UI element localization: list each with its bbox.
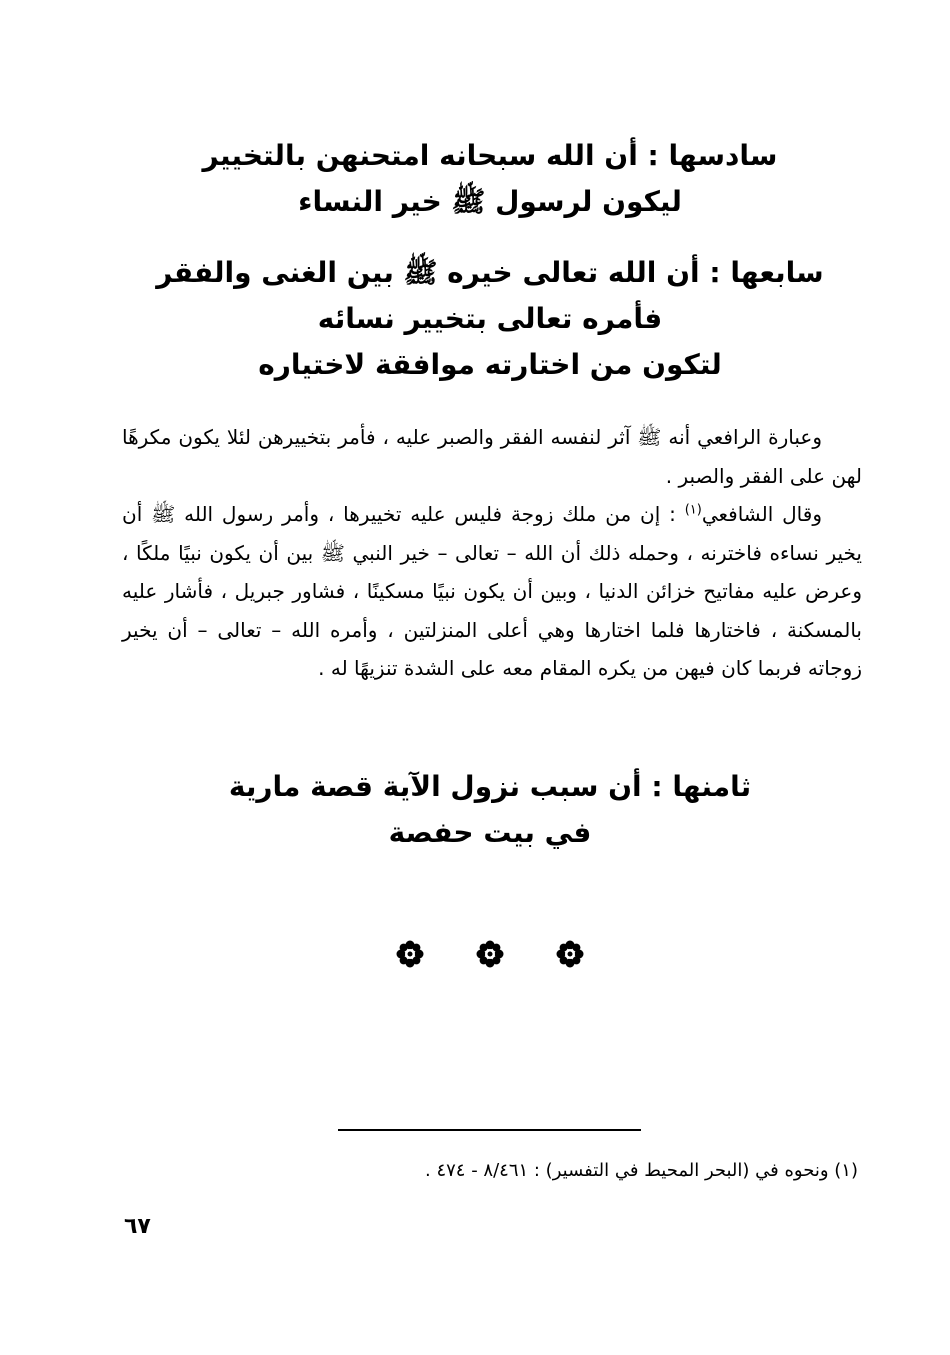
heading-line: في بيت حفصة (388, 816, 592, 849)
paragraph-text: : إن من ملك زوجة فليس عليه تخييرها ، وأمر رسول الله ﷺ أن يخير نساءه فاخترنه ، وحمله ذلك أن الله – تعالى – خير النبي ﷺ بين أن يكون نبيًا ملكًا ، وعرض عليه مفاتيح خزائن الدنيا ، وبين أن يكون نبيًا مسكينًا ، فشاور جبريل ، فأشار عليه بالمسكنة ، فاختارها فلما اختارها وهي أعلى المنزلتين ، وأمره الله – تعالى – أن يخير زوجاته فربما كان فيهن من يكره المقام معه على الشدة تنزيهًا له . (122, 502, 862, 680)
page-number: ٦٧ (124, 1214, 151, 1239)
heading-line: سادسها : أن الله سبحانه امتحنهن بالتخيير (202, 139, 778, 172)
flower-ornament-icon (475, 939, 505, 969)
paragraph-shafii (122, 495, 862, 688)
flower-ornament-icon (555, 939, 585, 969)
section-divider-ornaments (395, 938, 585, 970)
heading-eighth (120, 764, 860, 856)
footnote: (١) ونحوه في (البحر المحيط في التفسير) : ٨/٤٦١ - ٤٧٤ . (425, 1160, 858, 1181)
heading-line: لتكون من اختارته موافقة لاختياره (258, 348, 722, 381)
heading-line: ثامنها : أن سبب نزول الآية قصة مارية (228, 770, 752, 803)
heading-sixth (120, 133, 860, 225)
heading-seventh (120, 250, 860, 388)
footnote-reference: (١) (684, 502, 702, 518)
heading-line: ليكون لرسول ﷺ خير النساء (298, 185, 682, 218)
heading-line: فأمره تعالى بتخيير نسائه (317, 302, 663, 335)
body-text (122, 418, 862, 688)
paragraph-rafii: وعبارة الرافعي أنه ﷺ آثر لنفسه الفقر والصبر عليه ، فأمر بتخييرهن لئلا يكون مكرهًا لهن على الفقر والصبر . (122, 425, 862, 488)
flower-ornament-icon (395, 939, 425, 969)
paragraph-text: وقال الشافعي (701, 502, 822, 526)
heading-line: سابعها : أن الله تعالى خيره ﷺ بين الغنى والفقر (156, 256, 824, 289)
footnote-separator (338, 1129, 641, 1131)
